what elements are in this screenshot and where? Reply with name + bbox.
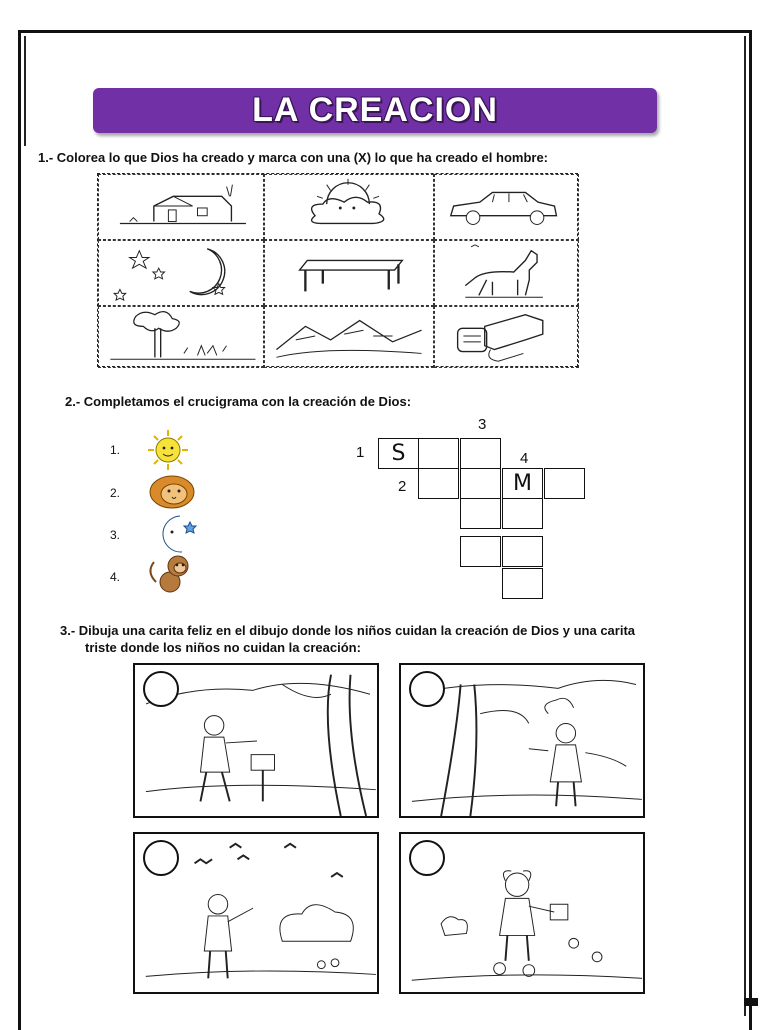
grid-cell-table[interactable] xyxy=(264,240,434,306)
crossword-cell[interactable] xyxy=(418,438,459,469)
page-title: LA CREACION xyxy=(252,91,498,129)
crossword-cell[interactable] xyxy=(502,536,543,567)
face-drawing-circle[interactable] xyxy=(143,840,179,876)
question-2: 2.- Completamos el crucigrama con la creación de Dios: xyxy=(65,394,412,409)
tree-icon xyxy=(99,307,263,367)
crossword-cell[interactable] xyxy=(544,468,585,499)
mountains-icon xyxy=(265,307,433,367)
grid-cell-watch[interactable] xyxy=(434,306,579,368)
page-corner-mark xyxy=(744,998,758,1006)
lion-icon xyxy=(144,470,200,514)
title-banner xyxy=(93,88,657,133)
clue-number: 4. xyxy=(110,570,121,584)
crossword-number: 1 xyxy=(356,444,365,461)
question-3-continued: triste donde los niños no cuidan la creación: xyxy=(85,640,361,655)
girl-watering-tree-scene xyxy=(399,663,645,818)
crossword-number: 3 xyxy=(478,416,487,433)
face-drawing-circle[interactable] xyxy=(143,671,179,707)
grid-cell-mountains[interactable] xyxy=(264,306,434,368)
crossword-cell[interactable] xyxy=(502,498,543,529)
sun-icon xyxy=(140,428,196,472)
grid-cell-sun-cloud[interactable] xyxy=(264,174,434,240)
crossword-cell[interactable] xyxy=(460,468,501,499)
crossword-number: 2 xyxy=(398,478,407,495)
crossword-cell[interactable]: S xyxy=(378,438,419,469)
girl-watering-flowers-scene xyxy=(399,832,645,994)
grid-cell-horse[interactable] xyxy=(434,240,579,306)
creation-grid xyxy=(97,173,578,367)
crossword-cell[interactable] xyxy=(460,498,501,529)
car-icon xyxy=(435,175,578,239)
face-drawing-circle[interactable] xyxy=(409,671,445,707)
watch-icon xyxy=(435,307,578,367)
grid-cell-moon-stars[interactable] xyxy=(98,240,264,306)
horse-icon xyxy=(435,241,578,305)
boy-litter-scene xyxy=(133,663,379,818)
frame-line xyxy=(744,36,746,1016)
grid-cell-car[interactable] xyxy=(434,174,579,240)
sun-cloud-icon xyxy=(265,175,433,239)
question-1: 1.- Colorea lo que Dios ha creado y marca con una (X) lo que ha creado el hombre: xyxy=(38,150,549,165)
grid-cell-house[interactable] xyxy=(98,174,264,240)
moon-stars-icon xyxy=(99,241,263,305)
crossword-cell[interactable] xyxy=(418,468,459,499)
frame-line xyxy=(24,36,26,146)
moon-icon xyxy=(150,512,206,556)
question-3: 3.- Dibuja una carita feliz en el dibujo donde los niños cuidan la creación de Dios y una carita xyxy=(60,623,636,638)
crossword-cell[interactable] xyxy=(502,568,543,599)
crossword-cell[interactable] xyxy=(460,438,501,469)
house-icon xyxy=(99,175,263,239)
boy-slingshot-birds-scene xyxy=(133,832,379,994)
table-icon xyxy=(265,241,433,305)
crossword-number: 4 xyxy=(520,450,529,467)
face-drawing-circle[interactable] xyxy=(409,840,445,876)
monkey-icon xyxy=(144,552,200,596)
crossword-cell[interactable]: M xyxy=(502,468,543,499)
clue-number: 1. xyxy=(110,443,121,457)
grid-cell-tree[interactable] xyxy=(98,306,264,368)
crossword-cell[interactable] xyxy=(460,536,501,567)
clue-number: 2. xyxy=(110,486,121,500)
clue-number: 3. xyxy=(110,528,121,542)
